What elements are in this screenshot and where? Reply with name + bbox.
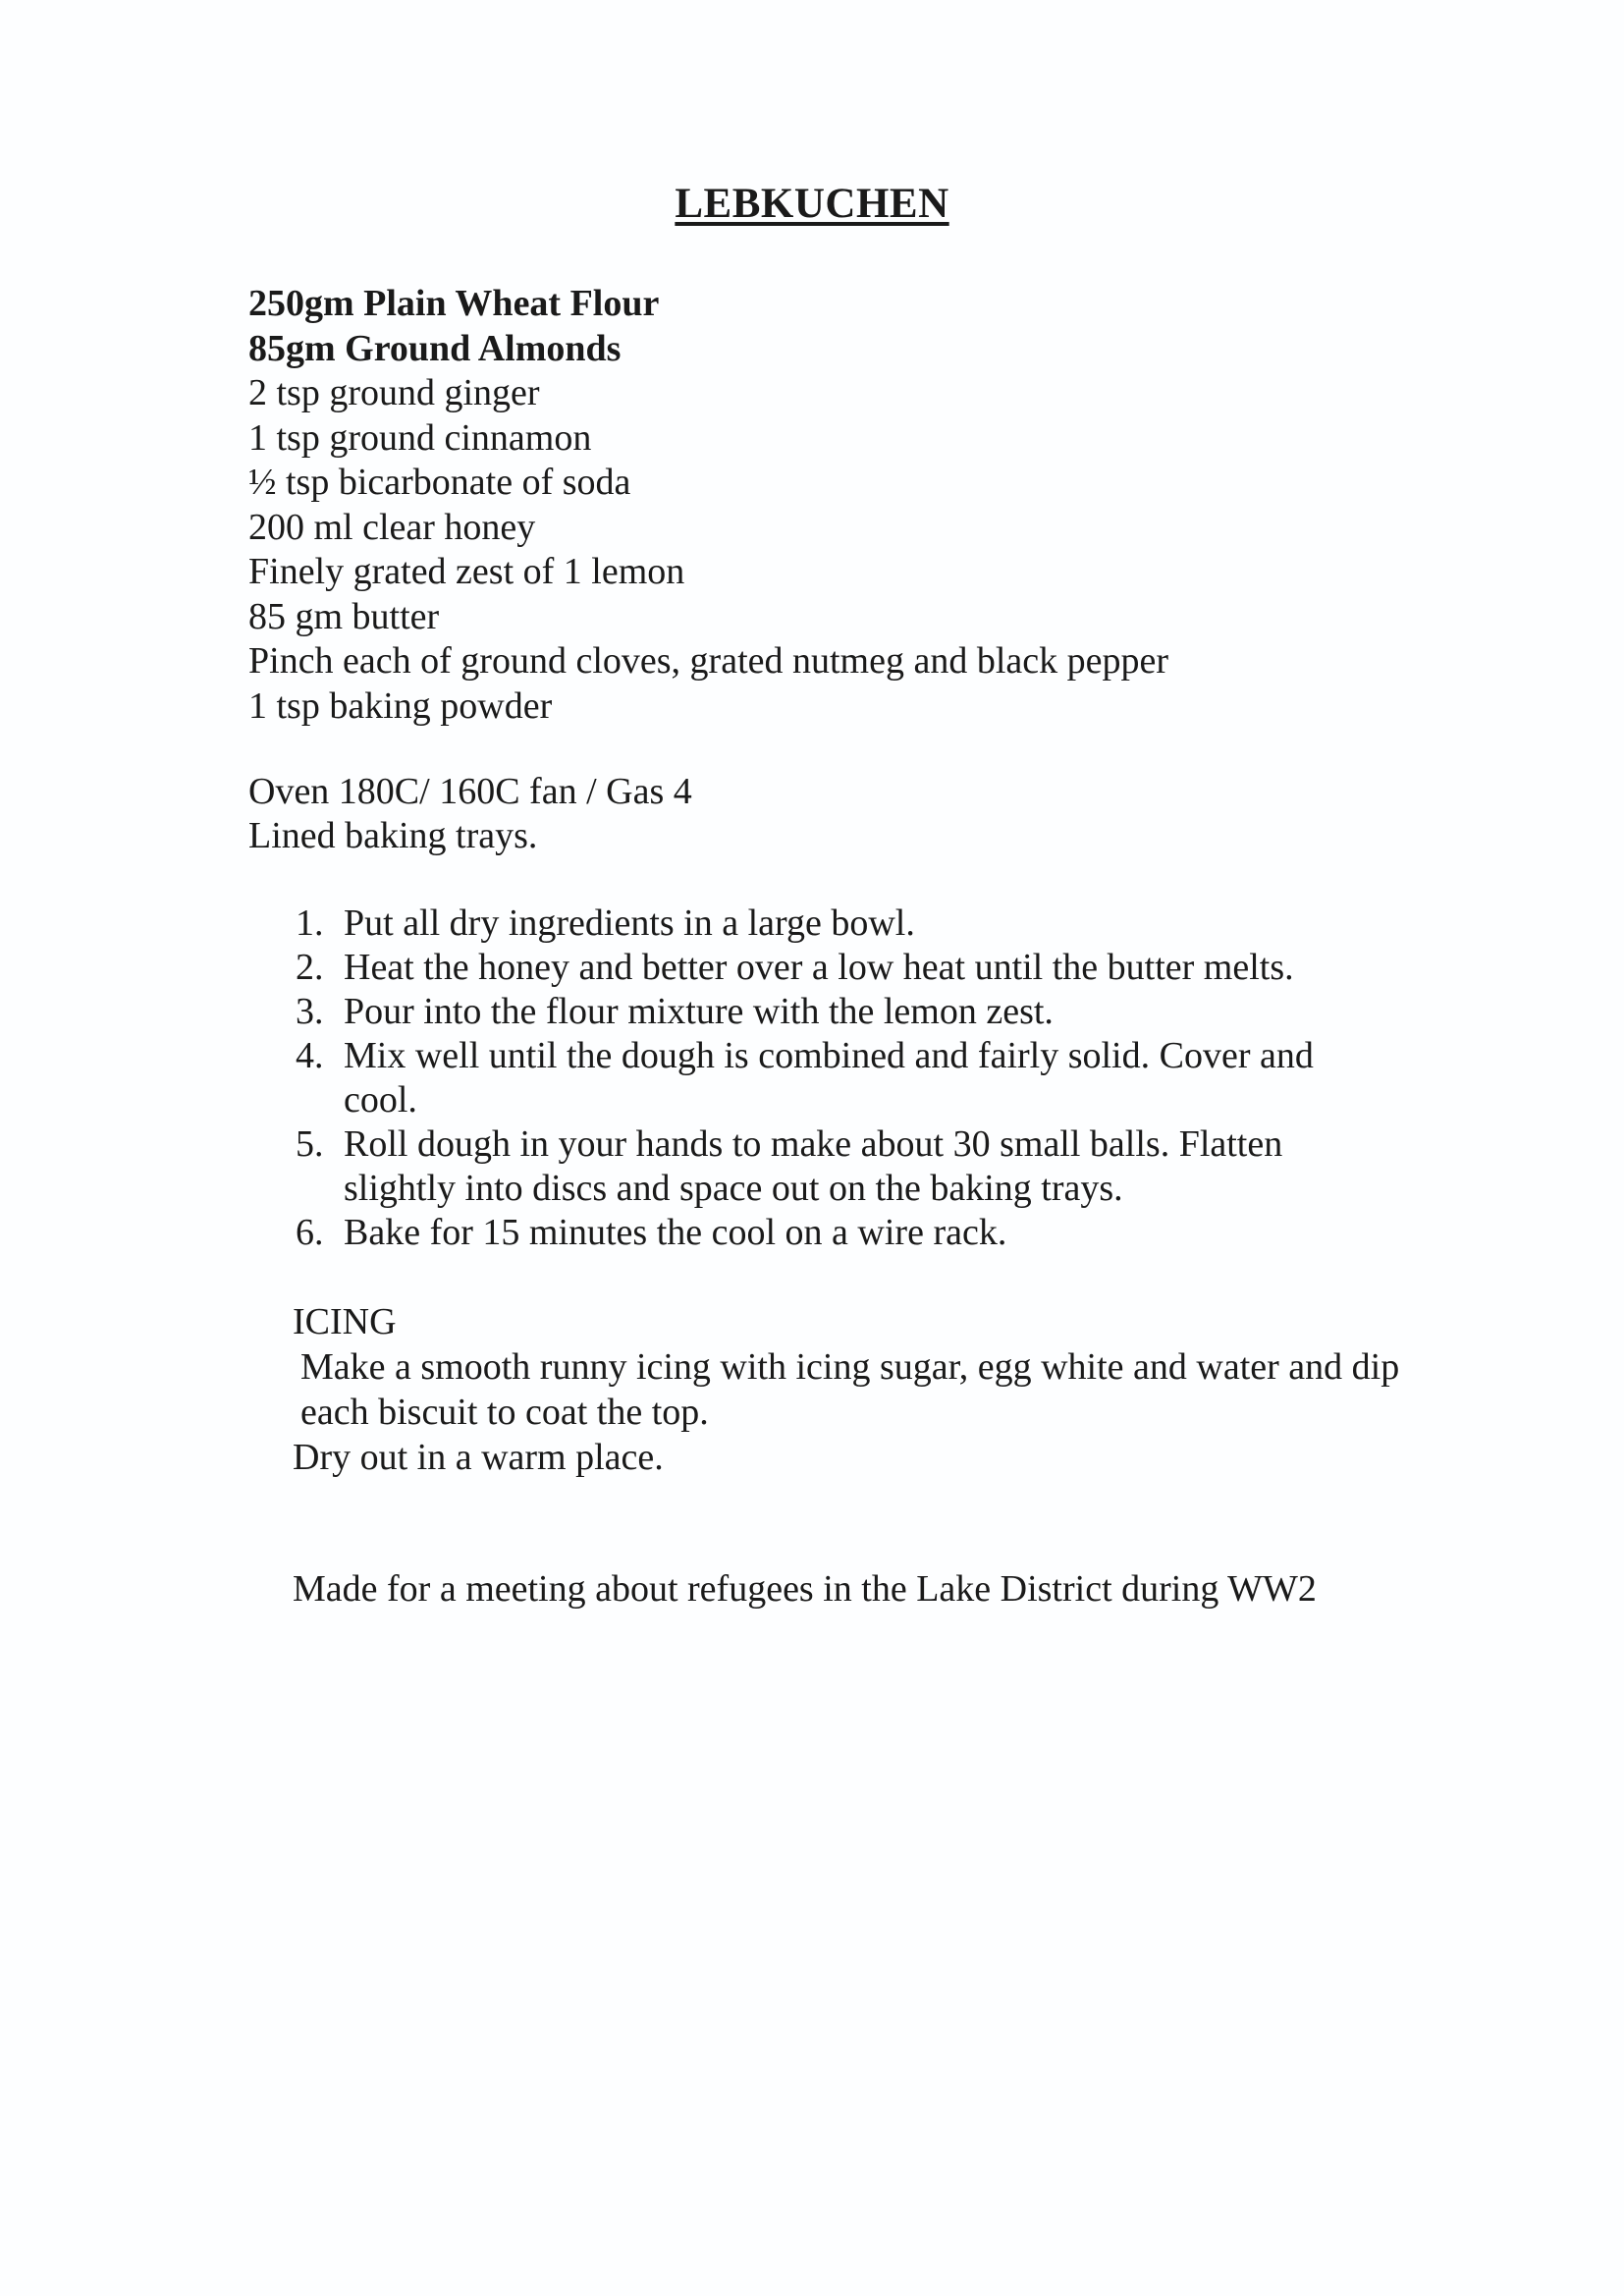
tray-note: Lined baking trays. (248, 815, 538, 856)
ingredient-item: 85gm Ground Almonds (248, 327, 622, 369)
footnote: Made for a meeting about refugees in the Lake District during WW2 (293, 1568, 1317, 1610)
icing-drying-note: Dry out in a warm place. (293, 1437, 664, 1478)
method-step (296, 902, 1395, 946)
method-step (296, 990, 1395, 1034)
ingredient-item: Pinch each of ground cloves, grated nutmeg and black pepper (248, 640, 1169, 682)
step-number: 5. (296, 1123, 324, 1165)
icing-heading: ICING (293, 1301, 397, 1342)
step-number: 3. (296, 991, 324, 1032)
ingredients-list (248, 282, 1525, 729)
step-text: Bake for 15 minutes the cool on a wire rack. (344, 1212, 1007, 1253)
ingredient-item: Finely grated zest of 1 lemon (248, 551, 685, 592)
oven-temperature: Oven 180C/ 160C fan / Gas 4 (248, 771, 692, 812)
icing-section (293, 1299, 1402, 1480)
icing-instructions: Make a smooth runny icing with icing sugar, egg white and water and dip each biscuit to coat the top. (300, 1346, 1400, 1433)
step-text: Mix well until the dough is combined and fairly solid. Cover and cool. (344, 1035, 1314, 1121)
ingredient-item: 2 tsp ground ginger (248, 372, 540, 413)
method-step (296, 1122, 1395, 1211)
ingredient-item: 250gm Plain Wheat Flour (248, 283, 660, 324)
ingredient-item: 1 tsp baking powder (248, 684, 553, 727)
recipe-title: LEBKUCHEN (675, 181, 949, 227)
ingredient-item: 85 gm butter (248, 595, 440, 637)
method-step (296, 1211, 1395, 1255)
step-number: 4. (296, 1035, 324, 1076)
method-step (296, 946, 1395, 990)
step-number: 1. (296, 902, 324, 944)
method-steps (296, 902, 1395, 1255)
step-text: Heat the honey and better over a low heat until the butter melts. (344, 947, 1294, 988)
method-step (296, 1034, 1395, 1122)
ingredient-item: ½ tsp bicarbonate of soda (248, 462, 631, 503)
step-number: 6. (296, 1212, 324, 1253)
step-text: Put all dry ingredients in a large bowl. (344, 902, 915, 944)
ingredient-item: 1 tsp ground cinnamon (248, 416, 592, 459)
ingredient-item: 200 ml clear honey (248, 506, 536, 548)
step-text: Pour into the flour mixture with the lemon zest. (344, 991, 1054, 1032)
step-text: Roll dough in your hands to make about 30 small balls. Flatten slightly into discs and space out on the baking trays. (344, 1123, 1283, 1209)
step-number: 2. (296, 947, 324, 988)
oven-settings (248, 770, 692, 858)
